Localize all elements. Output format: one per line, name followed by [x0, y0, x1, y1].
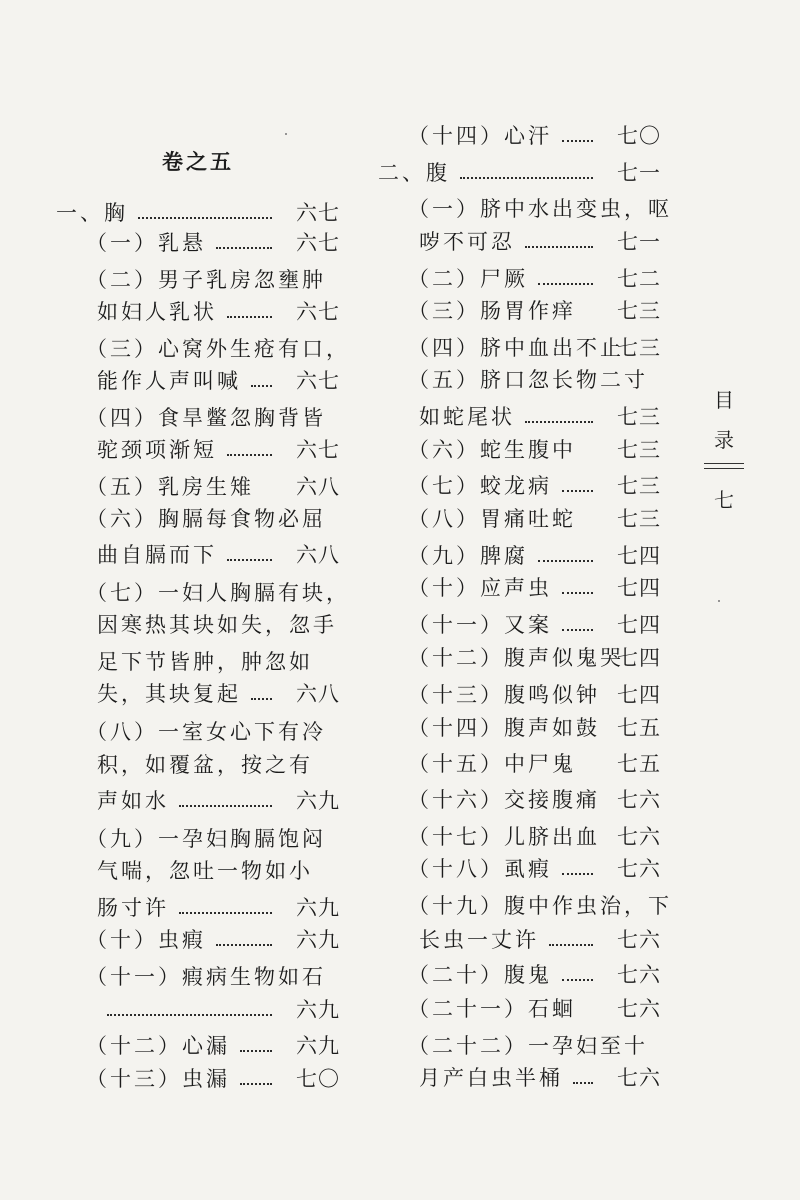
dot-leader [562, 592, 593, 594]
dot-leader [562, 140, 593, 142]
left-toc-entry [56, 297, 340, 327]
left-toc-entry [56, 366, 340, 396]
left-toc-entry [56, 578, 350, 608]
entry-page-number: 六七 [296, 300, 340, 324]
right-toc-entry [378, 643, 661, 673]
left-toc-entry [56, 504, 340, 534]
entry-title: 曲自膈而下 [97, 543, 217, 567]
dot-leader [460, 177, 593, 179]
page-number: 七 [714, 488, 734, 512]
dot-leader [138, 217, 272, 219]
entry-title: （二十二）一孕妇至十 [408, 1034, 648, 1058]
paper-speck [718, 600, 720, 602]
entry-title: 肠寸许 [97, 896, 169, 920]
right-toc-entry [378, 1031, 661, 1061]
entry-page-number: 七四 [617, 683, 661, 707]
entry-title: 月产白虫半桶 [419, 1066, 563, 1090]
entry-title: （二十一）石蛔 [408, 997, 576, 1021]
entry-title: 哕不可忍 [419, 230, 515, 254]
volume-heading: 卷之五 [162, 149, 234, 174]
entry-title: （九）一孕妇胸膈饱闷 [86, 827, 326, 851]
entry-title: （十四）心汗 [408, 124, 552, 148]
entry-page-number: 六七 [296, 438, 340, 462]
entry-title: 声如水 [97, 789, 169, 813]
entry-title: （三）心窝外生疮有口， [86, 337, 350, 361]
entry-title: 因寒热其块如失，忽手 [97, 613, 337, 637]
entry-title: 长虫一丈许 [419, 928, 539, 952]
entry-title: （十六）交接腹痛 [408, 788, 600, 812]
dot-leader [538, 283, 593, 285]
entry-title: （四）脐中血出不止 [408, 336, 624, 360]
entry-title: 驼颈项渐短 [97, 438, 217, 462]
right-toc-entry [378, 891, 672, 921]
entry-title: （十七）儿脐出血 [408, 825, 600, 849]
entry-page-number: 七六 [617, 928, 661, 952]
entry-title: 积，如覆盆，按之有 [97, 753, 313, 777]
right-toc-entry [378, 264, 661, 294]
left-toc-entry [56, 334, 350, 364]
left-toc-entry [56, 925, 340, 955]
right-toc-entry [378, 158, 661, 188]
entry-title: （十）虫瘕 [86, 928, 206, 952]
entry-page-number: 七六 [617, 963, 661, 987]
entry-page-number: 六八 [296, 543, 340, 567]
dot-leader [525, 421, 593, 423]
entry-page-number: 七四 [617, 576, 661, 600]
entry-page-number: 七五 [617, 716, 661, 740]
left-toc-entry [56, 824, 340, 854]
entry-title: （七）一妇人胸膈有块， [86, 581, 350, 605]
entry-title: （四）食旱鳖忽胸背皆 [86, 406, 326, 430]
right-toc-entry [378, 402, 661, 432]
left-toc-entry [56, 198, 340, 228]
paper-speck [285, 133, 287, 135]
dot-leader [549, 944, 593, 946]
dot-leader [562, 490, 593, 492]
entry-page-number: 七三 [617, 405, 661, 429]
right-toc-entry [378, 925, 661, 955]
left-toc-entry [56, 717, 340, 747]
entry-title: （十二）心漏 [86, 1034, 230, 1058]
entry-page-number: 六八 [296, 475, 340, 499]
right-toc-entry [378, 365, 661, 395]
dot-leader [107, 1014, 272, 1016]
right-toc-entry [378, 749, 661, 779]
entry-page-number: 七二 [617, 267, 661, 291]
right-toc-entry [378, 541, 661, 571]
left-toc-entry [56, 647, 340, 677]
right-toc-entry [378, 1063, 661, 1093]
left-toc-entry [56, 679, 340, 709]
entry-page-number: 七四 [617, 646, 661, 670]
dot-leader [179, 912, 272, 914]
entry-title: （六）蛇生腹中 [408, 438, 576, 462]
left-toc-entry [56, 265, 340, 295]
dot-leader [227, 316, 272, 318]
left-toc-entry [56, 403, 340, 433]
right-toc-entry [378, 573, 661, 603]
entry-title: 二、腹 [378, 161, 450, 185]
right-toc-entry [378, 435, 661, 465]
entry-title: （十五）中尸鬼 [408, 752, 576, 776]
entry-title: 如蛇尾状 [419, 405, 515, 429]
entry-title: （十一）又案 [408, 613, 552, 637]
right-toc-entry [378, 960, 661, 990]
entry-title: （三）肠胃作痒 [408, 299, 576, 323]
right-toc-entry [378, 121, 661, 151]
entry-title: （八）一室女心下有冷 [86, 720, 326, 744]
right-toc-entry [378, 471, 661, 501]
entry-title: （十）应声虫 [408, 576, 552, 600]
entry-title: 一、胸 [56, 201, 128, 225]
entry-title: （十三）虫漏 [86, 1067, 230, 1091]
dot-leader [538, 560, 593, 562]
entry-page-number: 六八 [296, 682, 340, 706]
entry-title: （一）乳悬 [86, 231, 206, 255]
dot-leader [240, 1083, 272, 1085]
left-toc-entry [56, 435, 340, 465]
dot-leader [562, 873, 593, 875]
entry-page-number: 七一 [617, 230, 661, 254]
dot-leader [179, 805, 272, 807]
entry-page-number: 六七 [296, 201, 340, 225]
entry-page-number: 七六 [617, 997, 661, 1021]
entry-title: （十八）虱瘕 [408, 857, 552, 881]
entry-page-number: 七〇 [296, 1067, 340, 1091]
entry-title: （二）男子乳房忽壅肿 [86, 268, 326, 292]
entry-title: 如妇人乳状 [97, 300, 217, 324]
left-toc-entry [56, 540, 340, 570]
left-toc-entry [56, 610, 340, 640]
right-toc-entry [378, 994, 661, 1024]
dot-leader [227, 559, 272, 561]
left-toc-entry [56, 1031, 340, 1061]
right-toc-entry [378, 333, 661, 363]
entry-page-number: 六九 [296, 928, 340, 952]
entry-title: 能作人声叫喊 [97, 369, 241, 393]
dot-leader [216, 944, 272, 946]
entry-page-number: 七六 [617, 825, 661, 849]
entry-page-number: 六九 [296, 896, 340, 920]
entry-title: （十九）腹中作虫治，下 [408, 894, 672, 918]
entry-page-number: 七〇 [617, 124, 661, 148]
right-toc-entry [378, 610, 661, 640]
entry-title: 失，其块复起 [97, 682, 241, 706]
entry-title: （十四）腹声如鼓 [408, 716, 600, 740]
entry-title: （二）尸厥 [408, 267, 528, 291]
right-toc-entry [378, 822, 661, 852]
entry-title: （十三）腹鸣似钟 [408, 683, 600, 707]
entry-page-number: 七三 [617, 299, 661, 323]
entry-title: （六）胸膈每食物必屈 [86, 507, 326, 531]
entry-page-number: 七六 [617, 1066, 661, 1090]
dot-leader [251, 385, 272, 387]
entry-page-number: 六七 [296, 369, 340, 393]
left-toc-entry [56, 856, 340, 886]
entry-page-number: 七四 [617, 613, 661, 637]
left-toc-entry [56, 893, 340, 923]
entry-page-number: 六九 [296, 998, 340, 1022]
right-toc-entry [378, 227, 661, 257]
dot-leader [216, 247, 272, 249]
right-toc-entry [378, 854, 661, 884]
right-toc-entry [378, 680, 661, 710]
left-toc-entry [56, 228, 340, 258]
side-label [704, 0, 744, 1200]
entry-page-number: 七三 [617, 474, 661, 498]
entry-page-number: 六九 [296, 1034, 340, 1058]
right-toc-entry [378, 785, 661, 815]
dot-leader [525, 246, 593, 248]
right-toc-entry [378, 296, 661, 326]
entry-title: （一）脐中水出变虫，呕 [408, 197, 672, 221]
dot-leader [227, 454, 272, 456]
dot-leader [251, 698, 272, 700]
entry-page-number: 六七 [296, 231, 340, 255]
entry-page-number: 七四 [617, 544, 661, 568]
right-toc-entry [378, 194, 672, 224]
left-toc-entry [56, 472, 340, 502]
right-toc-entry [378, 504, 661, 534]
dot-leader [240, 1050, 272, 1052]
entry-title: （五）乳房生雉 [86, 475, 254, 499]
entry-title: （十一）瘕病生物如石 [86, 965, 326, 989]
side-label-char: 目 [714, 388, 734, 412]
entry-page-number: 六九 [296, 789, 340, 813]
entry-page-number: 七一 [617, 161, 661, 185]
entry-page-number: 七三 [617, 438, 661, 462]
entry-title: （九）脾腐 [408, 544, 528, 568]
entry-title: （八）胃痛吐蛇 [408, 507, 576, 531]
entry-title: （十二）腹声似鬼哭 [408, 646, 624, 670]
entry-page-number: 七三 [617, 336, 661, 360]
entry-title: （七）蛟龙病 [408, 474, 552, 498]
left-toc-entry [56, 995, 340, 1025]
entry-title: （五）脐口忽长物二寸 [408, 368, 648, 392]
dot-leader [562, 979, 593, 981]
right-toc-entry [378, 713, 661, 743]
side-double-rule [704, 463, 744, 469]
dot-leader [562, 629, 593, 631]
entry-title: 气喘，忽吐一物如小 [97, 859, 313, 883]
left-toc-entry [56, 786, 340, 816]
entry-page-number: 七三 [617, 507, 661, 531]
left-toc-entry [56, 750, 340, 780]
entry-page-number: 七六 [617, 857, 661, 881]
side-label-char: 录 [714, 428, 734, 452]
entry-page-number: 七五 [617, 752, 661, 776]
left-toc-entry [56, 1064, 340, 1094]
dot-leader [573, 1082, 593, 1084]
entry-title: 足下节皆肿，肿忽如 [97, 650, 313, 674]
left-toc-entry [56, 962, 340, 992]
entry-title: （二十）腹鬼 [408, 963, 552, 987]
entry-page-number: 七六 [617, 788, 661, 812]
